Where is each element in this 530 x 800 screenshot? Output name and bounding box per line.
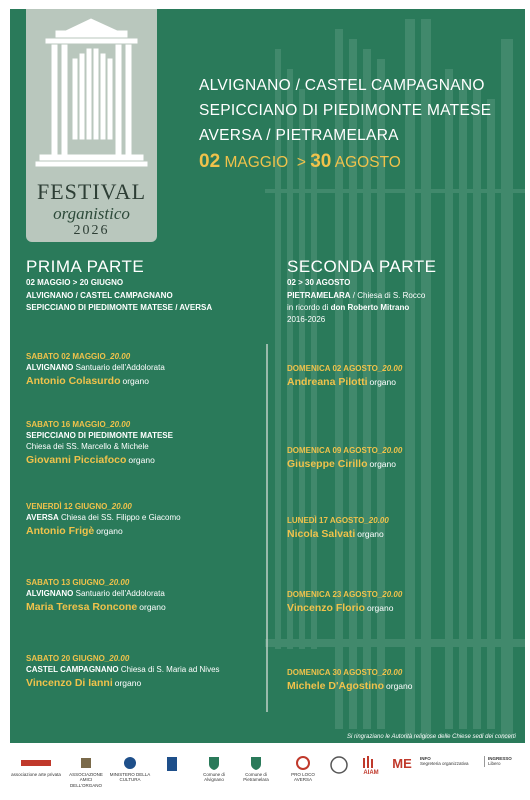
event-town: CASTEL CAMPAGNANO — [26, 665, 119, 674]
event-seconda-1 — [287, 364, 402, 388]
event-instrument: organo — [128, 455, 155, 465]
event-church: Santuario dell'Addolorata — [75, 589, 165, 598]
arte-privata-logo-icon — [21, 756, 51, 770]
event-time: _20.00 — [377, 668, 403, 677]
sponsors-bar — [0, 748, 530, 800]
event-prima-3 — [26, 502, 181, 537]
event-church: Chiesa dei SS. Marcello & Michele — [26, 442, 149, 451]
event-instrument: organo — [139, 602, 166, 612]
amici-organo-logo-icon — [79, 756, 93, 770]
end-month: AGOSTO — [334, 154, 401, 171]
event-prima-2 — [26, 420, 173, 466]
event-date: DOMENICA 09 AGOSTO — [287, 446, 378, 455]
event-seconda-2 — [287, 446, 402, 470]
event-instrument: organo — [96, 526, 123, 536]
event-time: _20.00 — [105, 420, 131, 429]
event-instrument: organo — [369, 459, 396, 469]
event-performer: Antonio Colasurdo — [26, 375, 121, 387]
event-performer: Giuseppe Cirillo — [287, 458, 368, 470]
event-date: SABATO 13 GIUGNO — [26, 578, 105, 587]
event-date: SABATO 02 MAGGIO — [26, 352, 106, 361]
seconda-years: 2016-2026 — [287, 315, 326, 324]
seconda-memory — [287, 303, 409, 312]
event-performer: Michele D'Agostino — [287, 680, 385, 692]
event-performer: Nicola Salvati — [287, 528, 356, 540]
event-town: ALVIGNANO — [26, 589, 74, 598]
date-separator: > — [296, 154, 306, 171]
aiam-logo-icon — [363, 756, 379, 768]
prima-locations-2: SEPICCIANO DI PIEDIMONTE MATESE / AVERSA — [26, 303, 213, 312]
memory-prefix: in ricordo di — [287, 303, 329, 312]
church-facade-icon — [26, 9, 157, 174]
sponsor-pro-loco: PRO LOCO AVERSA — [282, 756, 324, 783]
ingresso-text: Libero — [488, 761, 501, 767]
event-town: AVERSA — [26, 513, 59, 522]
event-time: _20.00 — [104, 654, 130, 663]
event-time: _20.00 — [377, 364, 403, 373]
event-performer: Antonio Frigè — [26, 525, 95, 537]
thanks-note: Si ringraziano le Autorità religiose delle Chiese sedi dei concerti — [347, 734, 516, 740]
festival-logo — [26, 9, 157, 242]
pro-loco-logo-icon — [296, 756, 310, 770]
prima-dates: 02 MAGGIO > 20 GIUGNO — [26, 278, 124, 287]
sponsor-amici-organo: ASSOCIAZIONE AMICI DELL'ORGANO — [66, 756, 106, 788]
event-time: _20.00 — [104, 578, 130, 587]
event-seconda-4 — [287, 590, 402, 614]
event-church: Santuario dell'Addolorata — [75, 363, 165, 372]
event-date: DOMENICA 23 AGOSTO — [287, 590, 378, 599]
seconda-location — [287, 291, 425, 300]
event-instrument: organo — [386, 681, 413, 691]
event-time: _20.00 — [364, 516, 389, 525]
event-performer: Giovanni Picciafoco — [26, 454, 127, 466]
poster — [10, 9, 525, 743]
header-locations-1: ALVIGNANO / CASTEL CAMPAGNANO — [199, 77, 485, 94]
seconda-dates: 02 > 30 AGOSTO — [287, 278, 351, 287]
info-box — [420, 756, 474, 767]
event-performer: Andreana Pilotti — [287, 376, 368, 388]
festival-subtitle: organistico — [53, 204, 130, 223]
header-locations-3: AVERSA / PIETRAMELARA — [199, 127, 399, 144]
round-seal-icon — [330, 756, 348, 774]
seconda-parte-title: SECONDA PARTE — [287, 257, 437, 276]
event-town: SEPICCIANO DI PIEDIMONTE MATESE — [26, 431, 173, 440]
event-time: _20.00 — [105, 352, 131, 361]
event-date: DOMENICA 02 AGOSTO — [287, 364, 378, 373]
event-date: VENERDÌ 12 GIUGNO — [26, 502, 108, 511]
event-time: _20.00 — [377, 446, 403, 455]
regione-logo-icon — [165, 756, 179, 772]
event-date: LUNEDÌ 17 AGOSTO — [287, 516, 365, 525]
festival-title: FESTIVAL — [36, 179, 147, 204]
prima-locations-1: ALVIGNANO / CASTEL CAMPAGNANO — [26, 291, 173, 300]
sponsor-comune-pietramelara: Comune di Pietramelara — [238, 756, 274, 783]
alvignano-crest-icon — [208, 756, 220, 770]
event-instrument: organo — [122, 376, 149, 386]
header-dates — [199, 151, 401, 173]
event-performer: Vincenzo Di Ianni — [26, 677, 113, 689]
sponsor-regione — [160, 756, 184, 774]
event-date: SABATO 16 MAGGIO — [26, 420, 106, 429]
pietramelara-crest-icon — [250, 756, 262, 770]
event-date: DOMENICA 30 AGOSTO — [287, 668, 378, 677]
event-prima-1 — [26, 352, 165, 387]
event-seconda-3 — [287, 516, 389, 540]
sponsor-aiam: AIAM — [354, 756, 388, 777]
sponsor-comune-alvignano: Comune di Alvignano — [196, 756, 232, 783]
event-prima-4 — [26, 578, 166, 613]
header-locations-2: SEPICCIANO DI PIEDIMONTE MATESE — [199, 102, 492, 119]
memory-name: don Roberto Mitrano — [330, 303, 410, 312]
info-text: Segreteria organizzativa — [420, 761, 469, 767]
ministero-logo-icon — [123, 756, 137, 770]
event-time: _20.00 — [107, 502, 132, 511]
prima-parte-title: PRIMA PARTE — [26, 257, 145, 276]
event-time: _20.00 — [377, 590, 403, 599]
event-church: Chiesa di S. Maria ad Nives — [120, 665, 220, 674]
start-month: MAGGIO — [224, 154, 289, 171]
ingresso-box — [484, 756, 528, 767]
sponsor-me: ME — [392, 756, 412, 771]
festival-year: 2026 — [73, 223, 110, 238]
sponsor-round-logo — [328, 756, 350, 776]
end-day: 30 — [310, 151, 332, 172]
event-town: ALVIGNANO — [26, 363, 74, 372]
seconda-town: PIETRAMELARA — [287, 291, 351, 300]
event-instrument: organo — [357, 529, 384, 539]
column-divider — [266, 344, 268, 712]
ingresso-title: INGRESSO — [488, 756, 512, 761]
event-performer: Vincenzo Florio — [287, 602, 365, 614]
event-seconda-5 — [287, 668, 412, 692]
info-title: INFO — [420, 756, 431, 761]
sponsor-ministero: MINISTERO DELLA CULTURA — [108, 756, 152, 783]
start-day: 02 — [199, 151, 221, 172]
event-date: SABATO 20 GIUGNO — [26, 654, 105, 663]
event-instrument: organo — [369, 377, 396, 387]
event-performer: Maria Teresa Roncone — [26, 601, 138, 613]
seconda-church: / Chiesa di S. Rocco — [352, 291, 426, 300]
event-prima-5 — [26, 654, 220, 689]
event-church: Chiesa dei SS. Filippo e Giacomo — [60, 513, 181, 522]
sponsor-arte-privata: associazione arte privata — [6, 756, 66, 777]
event-instrument: organo — [366, 603, 394, 613]
event-instrument: organo — [114, 678, 142, 688]
